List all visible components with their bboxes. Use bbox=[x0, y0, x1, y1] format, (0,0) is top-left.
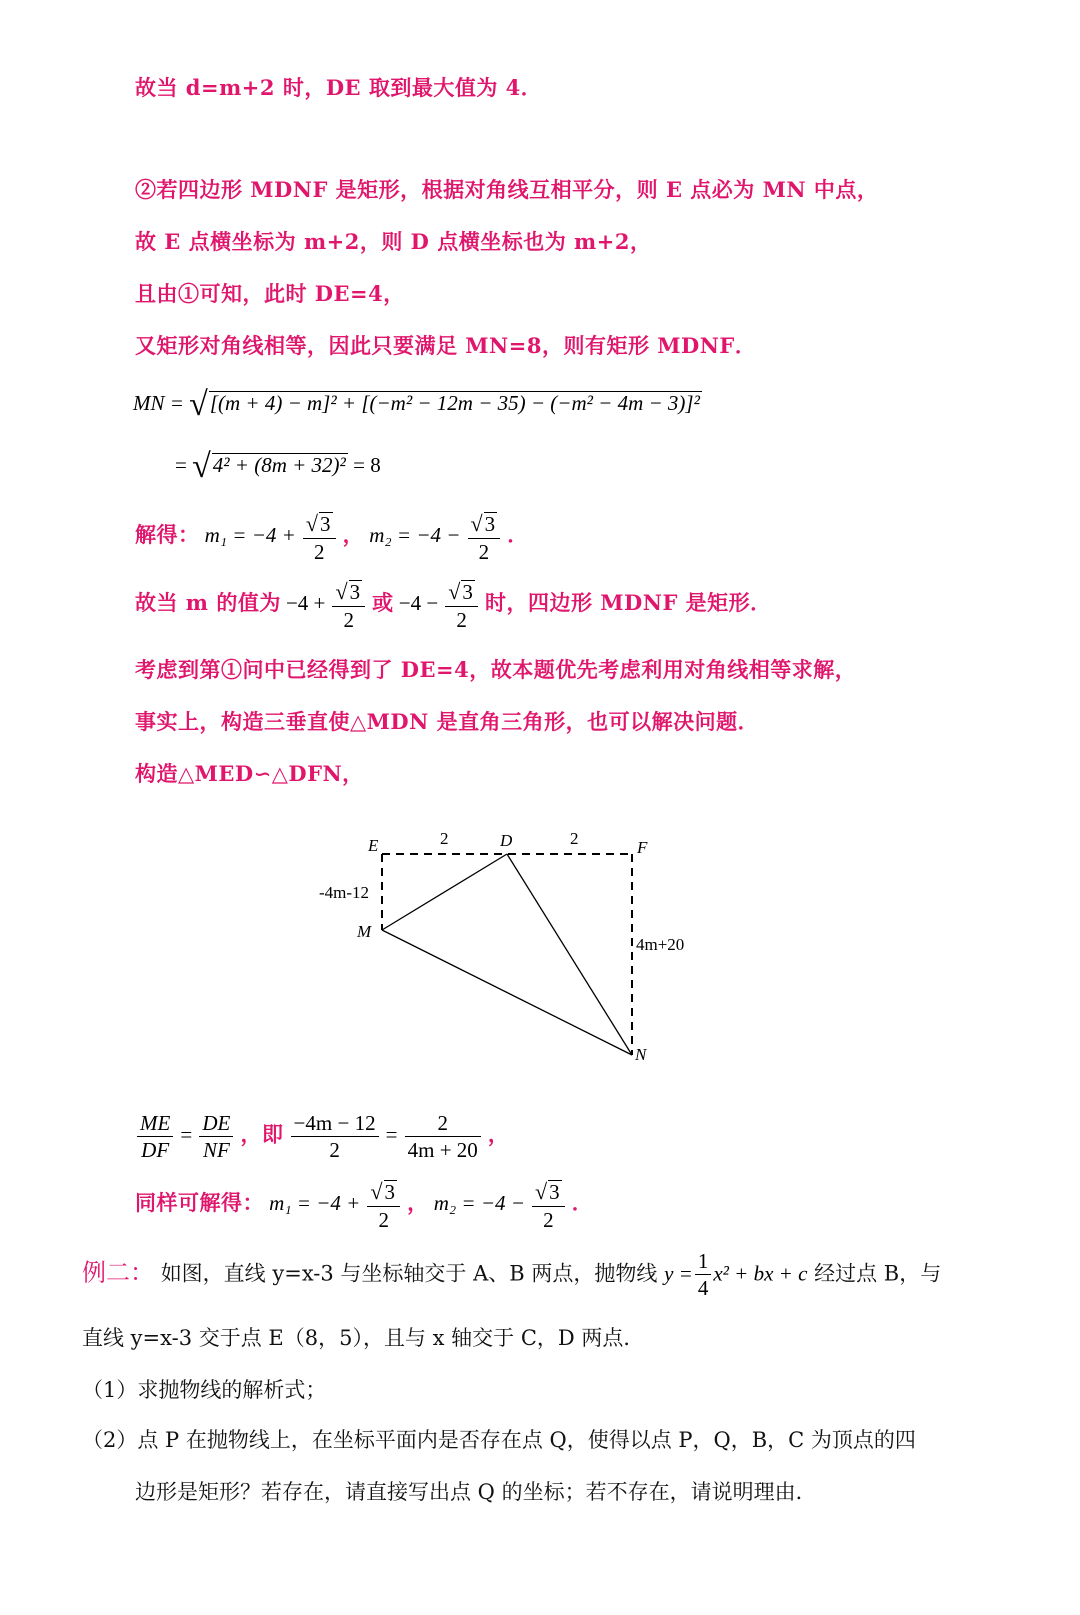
ratio-value-left: $\frac{-4m - 12}{2}$ bbox=[291, 1110, 379, 1164]
m1-expr: m₁ = −4 + bbox=[204, 522, 296, 547]
label-df-length: 2 bbox=[570, 829, 579, 848]
label-ed-length: 2 bbox=[440, 829, 449, 848]
example-text-1b: 经过点 B，与 bbox=[814, 1261, 942, 1286]
ratio-me-df: $\frac{ME}{DF}$ bbox=[137, 1110, 173, 1164]
sqrt3-over-2-d: $\frac{√3}{2}$ bbox=[445, 578, 478, 633]
one-quarter-fraction: $\frac{1}{4}$ bbox=[695, 1248, 712, 1302]
ratio-value-right: $\frac{2}{4m + 20}$ bbox=[405, 1110, 481, 1164]
example-label: 例二： bbox=[82, 1258, 154, 1287]
text-line-rectangle-condition: ②若四边形 MDNF 是矩形，根据对角线互相平分，则 E 点必为 MN 中点， bbox=[135, 177, 879, 202]
mn-radicand-row1: [(m + 4) − m]² + [(−m² − 12m − 35) − (−m² − 4m − 3)]² bbox=[209, 390, 700, 415]
text-line-consider: 考虑到第①问中已经得到了 DE=4，故本题优先考虑利用对角线相等求解， bbox=[135, 657, 857, 682]
row2-eq: = bbox=[175, 452, 187, 477]
radical-sign: √ bbox=[189, 386, 208, 423]
geometry-diagram bbox=[300, 820, 720, 1080]
label-em-length: -4m-12 bbox=[319, 883, 370, 902]
sqrt3-over-2-c: $\frac{√3}{2}$ bbox=[332, 578, 365, 633]
sqrt3-over-2-f: $\frac{√3}{2}$ bbox=[532, 1178, 565, 1233]
conclusion-line: 故当 m 的值为 −4 + $\frac{√3}{2}$ 或 −4 − $\frac{√3}{2}$ 时，四边形 MDNF 是矩形． bbox=[135, 579, 772, 632]
mn-lhs: MN = bbox=[133, 390, 184, 415]
example-text-1a: 如图，直线 y=x-3 与坐标轴交于 A、B 两点，抛物线 bbox=[160, 1261, 658, 1286]
text-line-max-de: 故当 d=m+2 时，DE 取到最大值为 4． bbox=[135, 75, 543, 100]
label-n: N bbox=[635, 1045, 647, 1064]
question-2-line-1: （2）点 P 在抛物线上，在坐标平面内是否存在点 Q，使得以点 P，Q，B，C 为顶点的四 bbox=[82, 1428, 916, 1452]
ratio-de-nf: $\frac{DE}{NF}$ bbox=[199, 1110, 233, 1164]
label-d: D bbox=[500, 831, 513, 850]
text-line-construct-similar: 构造△MED∽△DFN， bbox=[135, 761, 364, 786]
sqrt3-over-2-a: $\frac{√3}{2}$ bbox=[303, 510, 336, 565]
solution-line-1: 解得： m₁ = −4 + $\frac{√3}{2}$ ， m₂ = −4 − $\frac{√3}{2}$ ． bbox=[135, 511, 529, 564]
row2-result: = 8 bbox=[353, 452, 381, 477]
question-2-line-2: 边形是矩形？若存在，请直接写出点 Q 的坐标；若不存在，请说明理由． bbox=[135, 1480, 817, 1504]
solve-label: 解得： bbox=[135, 521, 200, 547]
radical-sign-2: √ bbox=[192, 448, 211, 485]
mn-distance-formula-row1 bbox=[133, 386, 702, 424]
example-two-line-2: 直线 y=x-3 交于点 E（8，5），且与 x 轴交于 C，D 两点． bbox=[82, 1326, 645, 1350]
sqrt3-over-2-b: $\frac{√3}{2}$ bbox=[468, 510, 501, 565]
text-line-de-equals-4: 且由①可知，此时 DE=4， bbox=[135, 281, 405, 306]
mn-distance-formula-row2 bbox=[175, 448, 381, 486]
question-1: （1）求抛物线的解析式； bbox=[82, 1378, 327, 1402]
solution-line-2: 同样可解得： m₁ = −4 + $\frac{√3}{2}$ ， m₂ = −4 − $\frac{√3}{2}$ ． bbox=[135, 1179, 594, 1232]
segment-mn bbox=[382, 930, 632, 1055]
example-two-line-1: 例二： 如图，直线 y=x-3 与坐标轴交于 A、B 两点，抛物线 y = $\frac{1}{4}$ x² + bx + c 经过点 B，与 bbox=[82, 1249, 942, 1301]
sqrt3-over-2-e: $\frac{√3}{2}$ bbox=[367, 1178, 400, 1233]
mn-radicand-row2: 4² + (8m + 32)² bbox=[212, 452, 346, 477]
label-f: F bbox=[637, 838, 648, 857]
similarity-ratio-line: $\frac{ME}{DF}$ = $\frac{DE}{NF}$ ，即 $\frac{-4m - 12}{2}$ = $\frac{2}{4m + 20}$ ， bbox=[135, 1110, 509, 1164]
m2-expr: m₂ = −4 − bbox=[369, 522, 461, 547]
label-fn-length: 4m+20 bbox=[636, 935, 685, 954]
label-e: E bbox=[368, 836, 379, 855]
text-line-three-perpendicular: 事实上，构造三垂直使△MDN 是直角三角形，也可以解决问题． bbox=[135, 709, 760, 734]
label-m: M bbox=[357, 922, 372, 941]
segment-md bbox=[382, 854, 507, 930]
segment-dn bbox=[507, 854, 632, 1055]
text-line-mn-equals-8: 又矩形对角线相等，因此只要满足 MN=8，则有矩形 MDNF． bbox=[135, 333, 757, 358]
text-line-e-x-coordinate: 故 E 点横坐标为 m+2，则 D 点横坐标也为 m+2， bbox=[135, 229, 652, 254]
